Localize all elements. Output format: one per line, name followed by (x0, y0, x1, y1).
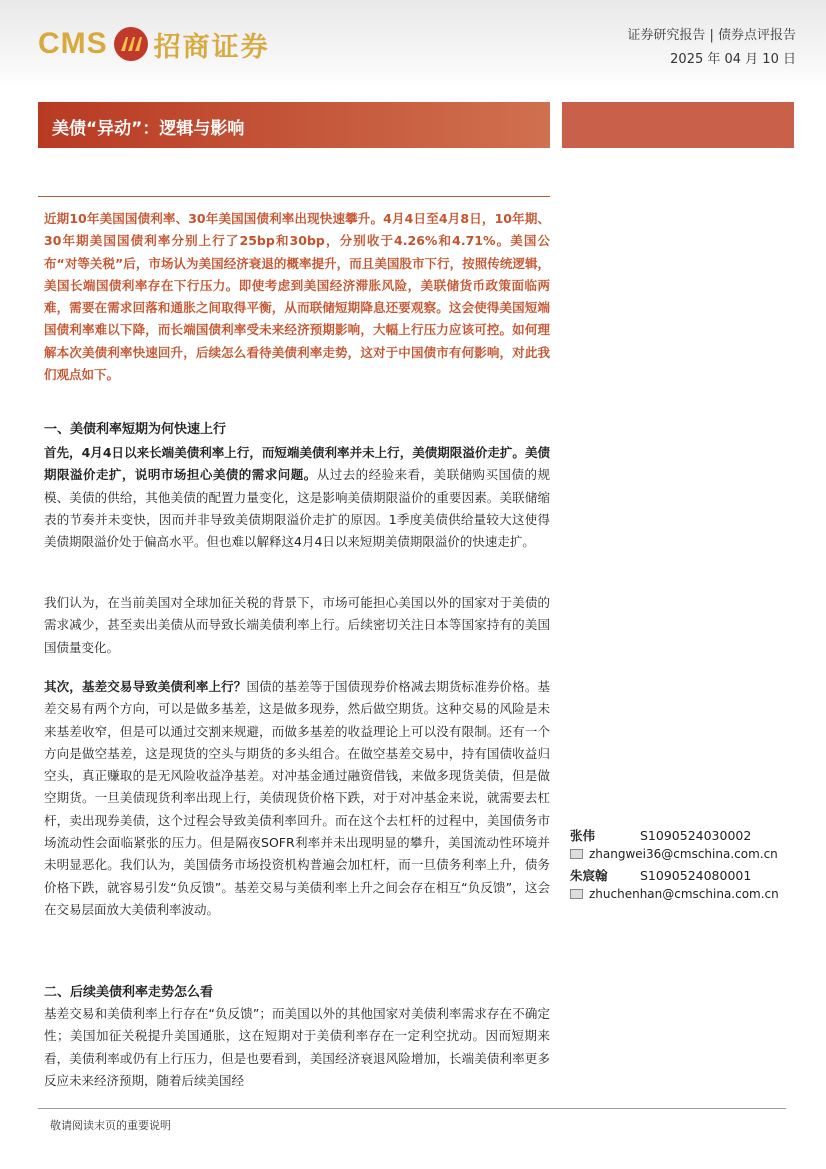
cms-logo (38, 22, 270, 66)
section1-paragraph1 (44, 442, 550, 553)
footer-note: 敬请阅读末页的重要说明 (50, 1119, 171, 1132)
section1-p3-bold: 其次，基差交易导致美债利率上行？ (44, 679, 247, 694)
logo-mark-icon (114, 27, 148, 61)
mail-icon (570, 849, 583, 859)
author-2-code: S1090524080001 (640, 868, 752, 883)
section1-paragraph2: 我们认为，在当前美国对全球加征关税的背景下，市场可能担心美国以外的国家对于美债的需求减少，甚至卖出美债从而导致长端美债利率上行。后续密切关注日本等国家持有的美国国债量变化。 (44, 595, 550, 655)
section2-heading: 二、后续美债利率走势怎么看 (44, 985, 214, 1000)
summary-paragraph: 近期10年美国国债利率、30年美国国债利率出现快速攀升。4月4日至4月8日，10年期、30年期美国国债利率分别上行了25bp和30bp，分别收于4.26%和4.71%。美国公布“对等关税”后，市场认为美国经济衰退的概率提升，而且美国股市下行，按照传统逻辑，美国长端国债利率存在下行压力。即使考虑到美国经济滞胀风险，美联储货币政策面临两难，需要在需求回落和通胀之间取得平衡，从而联储短期降息还要观察。这会使得美国短端国债利率难以下降，而长端国债利率受未来经济预期影响，大幅上行压力应该可控。如何理解本次美债利率快速回升，后续怎么看待美债利率走势，这对于中国债市有何影响，对此我们观点如下。 (44, 211, 550, 383)
author-1-code: S1090524030002 (640, 828, 752, 843)
author-2 (570, 866, 751, 884)
author-1-email-text[interactable]: zhangwei36@cmschina.com.cn (589, 847, 778, 861)
report-date: 2025 年 04 月 10 日 (670, 52, 796, 67)
footer-divider (38, 1108, 786, 1109)
report-title: 美债“异动”：逻辑与影响 (52, 119, 245, 139)
section1-p1-bold: 首先，4月4日以来长端美债利率上行，而短端美债利率并未上行，美债期限溢价走扩。美债期限溢价走扩，说明市场担心美债的需求问题。 (44, 445, 550, 483)
section2-paragraph1: 基差交易和美债利率上行存在“负反馈”；而美国以外的其他国家对美债利率需求存在不确定性；美国加征关税提升美国通胀，这在短期对于美债利率存在一定利空扰动。因而短期来看，美债利率或仍有上行压力，但是也要看到，美国经济衰退风险增加，长端美债利率更多反应未来经济预期，随着后续美国经 (44, 1006, 550, 1088)
side-color-block (562, 102, 794, 148)
section1-heading: 一、美债利率短期为何快速上行 (44, 422, 227, 437)
section1-p3-text: 国债的基差等于国债现券价格减去期货标准券价格。基差交易有两个方向，可以是做多基差，这是做多现券，然后做空期货。这种交易的风险是未来基差收窄，但是可以通过交割来规避，而做多基差的收益理论上可以没有限制。还有一个方向是做空基差，这是现货的空头与期货的多头组合。在做空基差交易中，持有国债收益归空头，真正赚取的是无风险收益净基差。对冲基金通过融资借钱，来做多现货美债，但是做空期货。一旦美债现货利率出现上行，美债现货价格下跌，对于对冲基金来说，就需要去杠杆，卖出现券美债，这个过程会导致美债利率回升。而在这个去杠杆的过程中，美国债务市场流动性会面临紧张的压力。但是隔夜SOFR利率并未出现明显的攀升，美国流动性环境并未明显恶化。我们认为，美国债务市场投资机构普遍会加杠杆，而一旦债务利率上升，债务价格下跌，就容易引发“负反馈”。基差交易与美债利率上升之间会存在相互“负反馈”，这会在交易层面放大美债利率波动。 (44, 679, 550, 917)
report-type: 证券研究报告 | 债券点评报告 (627, 28, 796, 43)
section1-paragraph3 (44, 676, 550, 921)
author-2-email-text[interactable]: zhuchenhan@cmschina.com.cn (589, 887, 779, 901)
author-2-name: 朱宸翰 (570, 868, 608, 883)
author-1 (570, 826, 751, 844)
title-bar (38, 102, 550, 148)
logo-latin: CMS (38, 27, 108, 60)
mail-icon (570, 889, 583, 899)
logo-cn: 招商证券 (153, 31, 270, 63)
section1-p1-text: 从过去的经验来看，美联储购买国债的规模、美债的供给，其他美债的配置力量变化，这是影响美债期限溢价的重要因素。美联储缩表的节奏并未变快，因而并非导致美债期限溢价走扩的原因。1季度美债供给量较大这使得美债期限溢价处于偏高水平。但也难以解释这4月4日以来短期美债期限溢价的快速走扩。 (44, 467, 550, 550)
author-2-email (570, 887, 779, 901)
author-1-email (570, 847, 778, 861)
divider (38, 196, 550, 197)
author-1-name: 张伟 (570, 828, 596, 843)
